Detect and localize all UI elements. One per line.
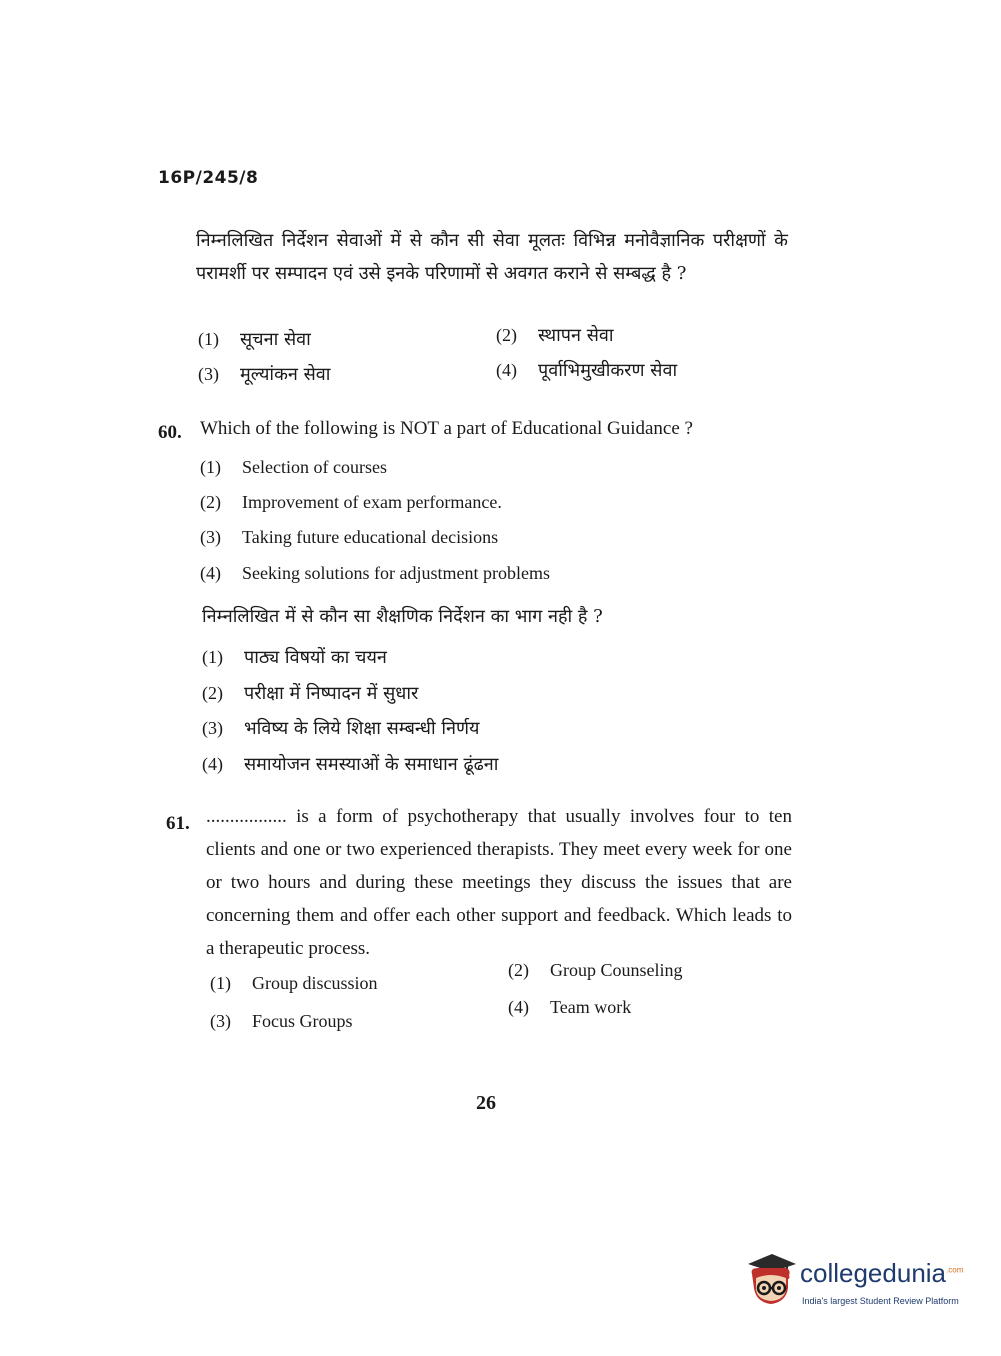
q60-option-4 — [200, 563, 550, 584]
q60-hindi-question: निम्नलिखित में से कौन सा शैक्षणिक निर्देशन का भाग नही है ? — [202, 606, 603, 627]
q60-option-2 — [200, 492, 502, 513]
option-text: परीक्षा में निष्पादन में सुधार — [244, 683, 419, 704]
option-number: (1) — [200, 457, 221, 477]
option-text: भविष्य के लिये शिक्षा सम्बन्धी निर्णय — [244, 718, 480, 739]
option-number: (1) — [210, 973, 231, 993]
option-text: Selection of courses — [242, 457, 387, 477]
brand-tagline: India's largest Student Review Platform — [802, 1296, 959, 1306]
q61-number: 61. — [166, 813, 190, 834]
q60-question: Which of the following is NOT a part of Educational Guidance ? — [200, 418, 693, 439]
option-number: (4) — [200, 563, 221, 583]
option-text: Seeking solutions for adjustment problems — [242, 563, 550, 583]
q61-option-1 — [210, 973, 378, 994]
page-number: 26 — [476, 1092, 496, 1114]
q59-option-2 — [496, 323, 614, 347]
option-text: मूल्यांकन सेवा — [240, 364, 331, 385]
option-number: (2) — [202, 683, 223, 703]
paper-code: 16P/245/8 — [158, 168, 259, 188]
option-text: Team work — [550, 997, 632, 1017]
q61-option-2 — [508, 960, 683, 981]
option-number: (3) — [200, 527, 221, 547]
q60-hindi-option-3 — [202, 716, 479, 740]
mascot-icon — [742, 1252, 800, 1312]
option-text: Taking future educational decisions — [242, 527, 499, 547]
option-number: (2) — [496, 325, 517, 345]
option-number: (3) — [210, 1011, 231, 1031]
option-number: (3) — [202, 718, 223, 738]
q59-option-1 — [198, 327, 311, 351]
option-text: पाठ्य विषयों का चयन — [244, 647, 387, 668]
option-number: (1) — [202, 647, 223, 667]
q60-option-3 — [200, 527, 498, 548]
option-text: Group Counseling — [550, 960, 683, 980]
q60-option-1 — [200, 457, 387, 478]
option-text: समायोजन समस्याओं के समाधान ढूंढना — [244, 754, 499, 775]
q59-option-4 — [496, 358, 677, 382]
brand-name — [800, 1258, 963, 1289]
q61-question: ................. is a form of psychotherapy that usually involves four to ten clients and one or two experienced therapists. They meet every week for one or two hours and during these meetings they discuss the issues that are concerning them and offer each other support and feedback. Which leads to a therapeutic process. — [206, 806, 792, 959]
q61-option-4 — [508, 997, 631, 1018]
option-text: सूचना सेवा — [240, 329, 311, 350]
option-number: (4) — [496, 360, 517, 380]
option-number: (2) — [200, 492, 221, 512]
brand-text: collegedunia — [800, 1258, 947, 1288]
q61-option-3 — [210, 1011, 353, 1032]
collegedunia-logo — [742, 1252, 972, 1316]
q59-option-3 — [198, 362, 330, 386]
option-number: (4) — [202, 754, 223, 774]
brand-suffix: .com — [946, 1265, 964, 1275]
option-number: (1) — [198, 329, 219, 349]
option-text: स्थापन सेवा — [538, 325, 614, 346]
option-text: Group discussion — [252, 973, 378, 993]
q60-hindi-option-1 — [202, 645, 387, 669]
option-number: (2) — [508, 960, 529, 980]
q60-hindi-option-2 — [202, 681, 418, 705]
option-text: Improvement of exam performance. — [242, 492, 502, 512]
option-text: पूर्वाभिमुखीकरण सेवा — [538, 360, 678, 381]
q59-hindi-question: निम्नलिखित निर्देशन सेवाओं में से कौन सी सेवा मूलतः विभिन्न मनोवैज्ञानिक परीक्षणों के परामर्शी पर सम्पादन एवं उसे इनके परिणामों से अवगत कराने से सम्बद्ध है ? — [196, 230, 788, 284]
q60-hindi-option-4 — [202, 752, 498, 776]
option-number: (3) — [198, 364, 219, 384]
q60-number: 60. — [158, 422, 182, 443]
option-number: (4) — [508, 997, 529, 1017]
option-text: Focus Groups — [252, 1011, 353, 1031]
